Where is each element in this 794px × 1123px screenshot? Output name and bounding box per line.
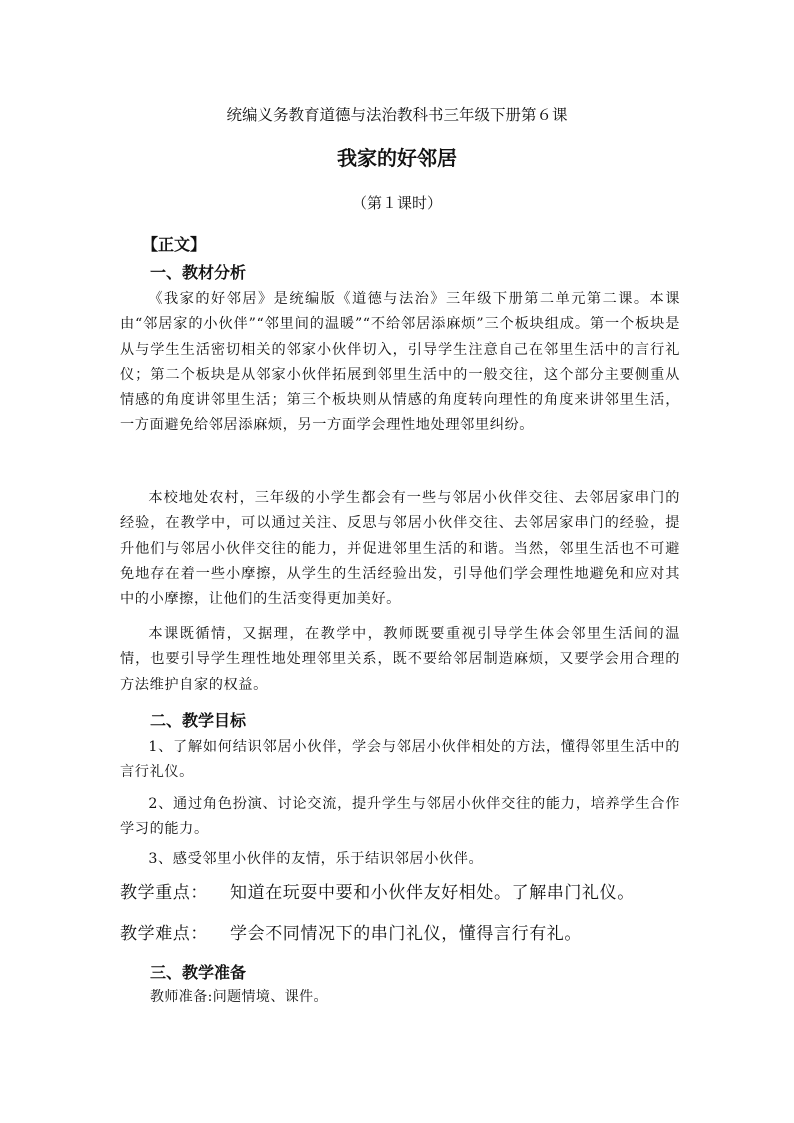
difficulty-text: 学会不同情况下的串门礼仪，懂得言行有礼。 [230, 924, 582, 944]
section-heading-teaching-goals: 二、教学目标 [150, 711, 247, 730]
key-point-label: 教学重点： [120, 883, 208, 903]
main-heading: 【正文】 [142, 235, 207, 254]
section-heading-textbook-analysis: 一、教材分析 [150, 263, 247, 282]
difficulty-label: 教学难点： [120, 924, 208, 944]
goal-item: 3、感受邻里小伙伴的友情，乐于结识邻居小伙伴。 [148, 851, 484, 867]
paragraph: 《我家的好邻居》是统编版《道德与法治》三年级下册第二单元第二课。本课由“邻居家的小伙伴”“邻里间的温暖”“不给邻居添麻烦”三个板块组成。第一个板块是从与学生生活密切相关的邻家小伙伴切入，引导学生注意自己在邻里生活中的言行礼仪；第二个板块是从邻家小伙伴拓展到邻里生活中的一般交往，这个部分主要侧重从情感的角度讲邻里生活；第三个板块则从情感的角度转向理性的角度来讲邻里生活，一方面避免给邻居添麻烦，另一方面学会理性地处理邻里纠纷。 [120, 291, 680, 434]
section-heading-teaching-preparation: 三、教学准备 [150, 963, 247, 982]
goal-item: 2、通过角色扮演、讨论交流，提升学生与邻居小伙伴交往的能力，培养学生合作学习的能力。 [120, 796, 680, 838]
goal-item: 1、了解如何结识邻居小伙伴，学会与邻居小伙伴相处的方法，懂得邻里生活中的言行礼仪。 [120, 739, 680, 781]
paragraph: 本课既循情，又据理，在教学中，教师既要重视引导学生体会邻里生活间的温情，也要引导学生理性地处理邻里关系，既不要给邻居制造麻烦，又要学会用合理的方法维护自家的权益。 [120, 626, 680, 693]
key-point-line [120, 878, 635, 903]
document-title: 我家的好邻居 [337, 146, 457, 170]
key-point-text: 知道在玩耍中要和小伙伴友好相处。了解串门礼仪。 [230, 883, 635, 903]
lesson-time: （第１课时） [351, 194, 442, 212]
paragraph: 本校地处农村，三年级的小学生都会有一些与邻居小伙伴交往、去邻居家串门的经验，在教学中，可以通过关注、反思与邻居小伙伴交往、去邻居家串门的经验，提升他们与邻居小伙伴交往的能力，并促进邻里生活的和谐。当然，邻里生活也不可避免地存在着一些小摩擦，从学生的生活经验出发，引导他们学会理性地避免和应对其中的小摩擦，让他们的生活变得更加美好。 [120, 490, 680, 608]
teacher-preparation: 教师准备:问题情境、课件。 [150, 989, 328, 1005]
difficulty-line [120, 919, 582, 944]
document-subtitle: 统编义务教育道德与法治教科书三年级下册第６课 [226, 106, 568, 124]
